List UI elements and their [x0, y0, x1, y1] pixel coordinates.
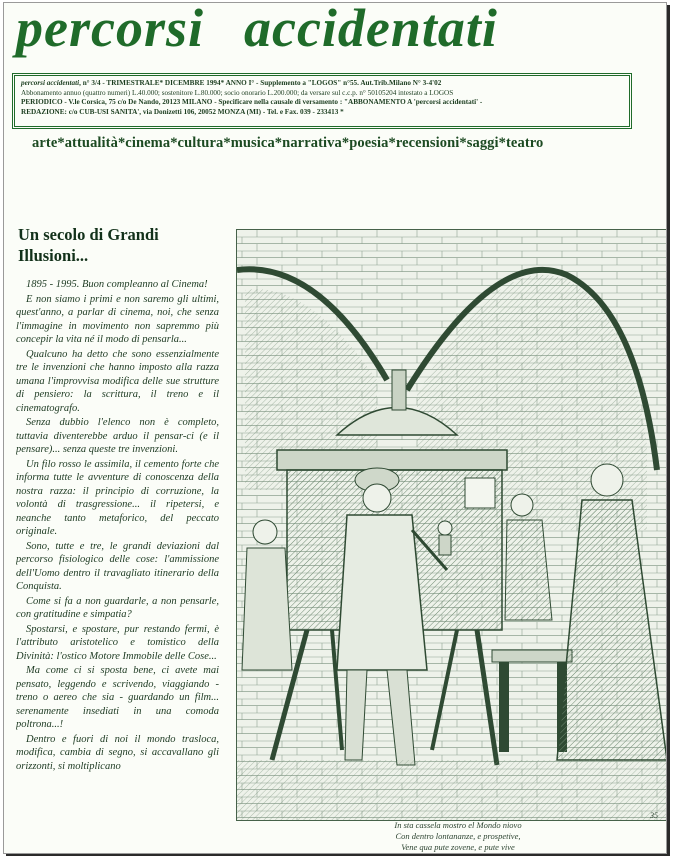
showman-head — [363, 484, 391, 512]
info-line-2: Abbonamento annuo (quattro numeri) L.40.000; sostenitore L.80.000; socio onorario L.200.000; da versare sul c.c.p. n° 50105204 intestato a LOGOS — [21, 88, 454, 97]
paragraph: Spostarsi, e spostare, pur restando fermi, è l'attributo aristotelico e tomistico della Divinità: l'ostico Motore Immobile delle Cose... — [16, 623, 219, 662]
box-cornice — [277, 450, 507, 470]
caption-line: In sta cassela mostro el Mondo niovo — [394, 820, 522, 830]
article-title: Un secolo di Grandi Illusioni... — [18, 225, 159, 265]
page-number: 35 — [650, 811, 658, 820]
paragraph: Senza dubbio l'elenco non è completo, tuttavia diventerebbe arduo il pensar-ci (e il pensare)... senza queste tre invenzioni. — [16, 417, 219, 455]
paragraph: 1895 - 1995. Buon compleanno al Cinema! — [26, 279, 208, 290]
topics-line: arte*attualità*cinema*cultura*musica*narrativa*poesia*recensioni*saggi*teatro — [32, 135, 544, 151]
info-line-1 — [21, 79, 623, 89]
info-line-3-text: PERIODICO - V.le Corsica, 75 c/o De Nando, 20123 MILANO - Specificare nella causale di versamento : "ABBONAMENTO A 'percorsi accidentati' - — [21, 98, 483, 107]
engraving-drawing — [237, 230, 667, 820]
paragraph: Qualcuno ha detto che sono essenzialmente tre le invenzioni che hanno imposto alla razza umana l'improvvisa modifica delle sue strutture di pensiero: la scrittura, il treno e il cinematografo. — [16, 348, 219, 414]
info-line-4 — [21, 108, 623, 118]
info-line-1-rest: , n° 3/4 - TRIMESTRALE* DICEMBRE 1994* ANNO I° - Supplemento a "LOGOS" n°55. Aut.Trib.Milano N° 3-4'02 — [79, 79, 442, 87]
masthead-word-2: accidentati — [243, 2, 498, 58]
puppet-head — [438, 521, 452, 535]
info-line-4-text: REDAZIONE: c/o CUB-USI SANITA', via Donizetti 106, 20052 MONZA (MI) - Tel. e Fax. 039 - 233413 * — [21, 107, 344, 116]
background-woman-dress — [242, 548, 292, 670]
floor — [237, 760, 667, 820]
stool-leg — [499, 662, 509, 752]
masthead-word-1: percorsi — [16, 2, 204, 58]
masthead — [16, 2, 498, 59]
woman-head — [591, 464, 623, 496]
newspaper-page — [3, 2, 667, 854]
background-woman-head — [253, 520, 277, 544]
caption-line: Vene qua pute zovene, e pute vive — [401, 842, 515, 852]
paragraph: Come si fa a non guardarle, a non pensarle, con gratitudine e simpatia? — [16, 595, 219, 620]
stool-top — [492, 650, 572, 662]
info-title: percorsi accidentati — [21, 79, 80, 87]
paragraph: Ma come ci si sposta bene, ci avete mai pensato, leggendo e scrivendo, viaggiando - treno o aereo che sia - guardando un film... serenamente insediati in una comoda poltrona...! — [16, 665, 219, 730]
box-viewing-hole — [465, 478, 495, 508]
engraving-illustration — [236, 229, 667, 821]
engraving-caption — [338, 820, 578, 853]
child-head — [511, 494, 533, 516]
paragraph: Dentro e fuori di noi il mondo trasloca, modifica, cambia di segno, si accavallano gli orizzonti, si moltiplicano — [16, 733, 219, 772]
article-body — [16, 278, 219, 853]
info-line-3 — [21, 98, 623, 108]
box-finial — [392, 370, 406, 410]
caption-line: Con dentro lontananze, e prospetive, — [395, 831, 521, 841]
paragraph: Sono, tutte e tre, le grandi deviazioni dal percorso fisiologico delle cose: l'ammissione dell'Uomo dentro il travagliato itinerario della Conquista. — [16, 540, 219, 592]
paragraph: Un filo rosso le assimila, il cemento forte che informa tutte le avventure di conoscenza della nostra razza: il principio di corruzione, la volontà di trasgressione... il ripetersi, e neanche tanto metaforico, del peccato originale. — [16, 458, 219, 537]
showman-coat — [337, 515, 427, 670]
puppet-body — [439, 535, 451, 555]
paragraph: E non siamo i primi e non saremo gli ultimi, quest'anno, a parlar di cinema, noi, che senza l'immagine in movimento non sapremmo più concepir la vita né il modo di pensarla... — [16, 293, 219, 345]
publication-info-box — [12, 73, 632, 129]
